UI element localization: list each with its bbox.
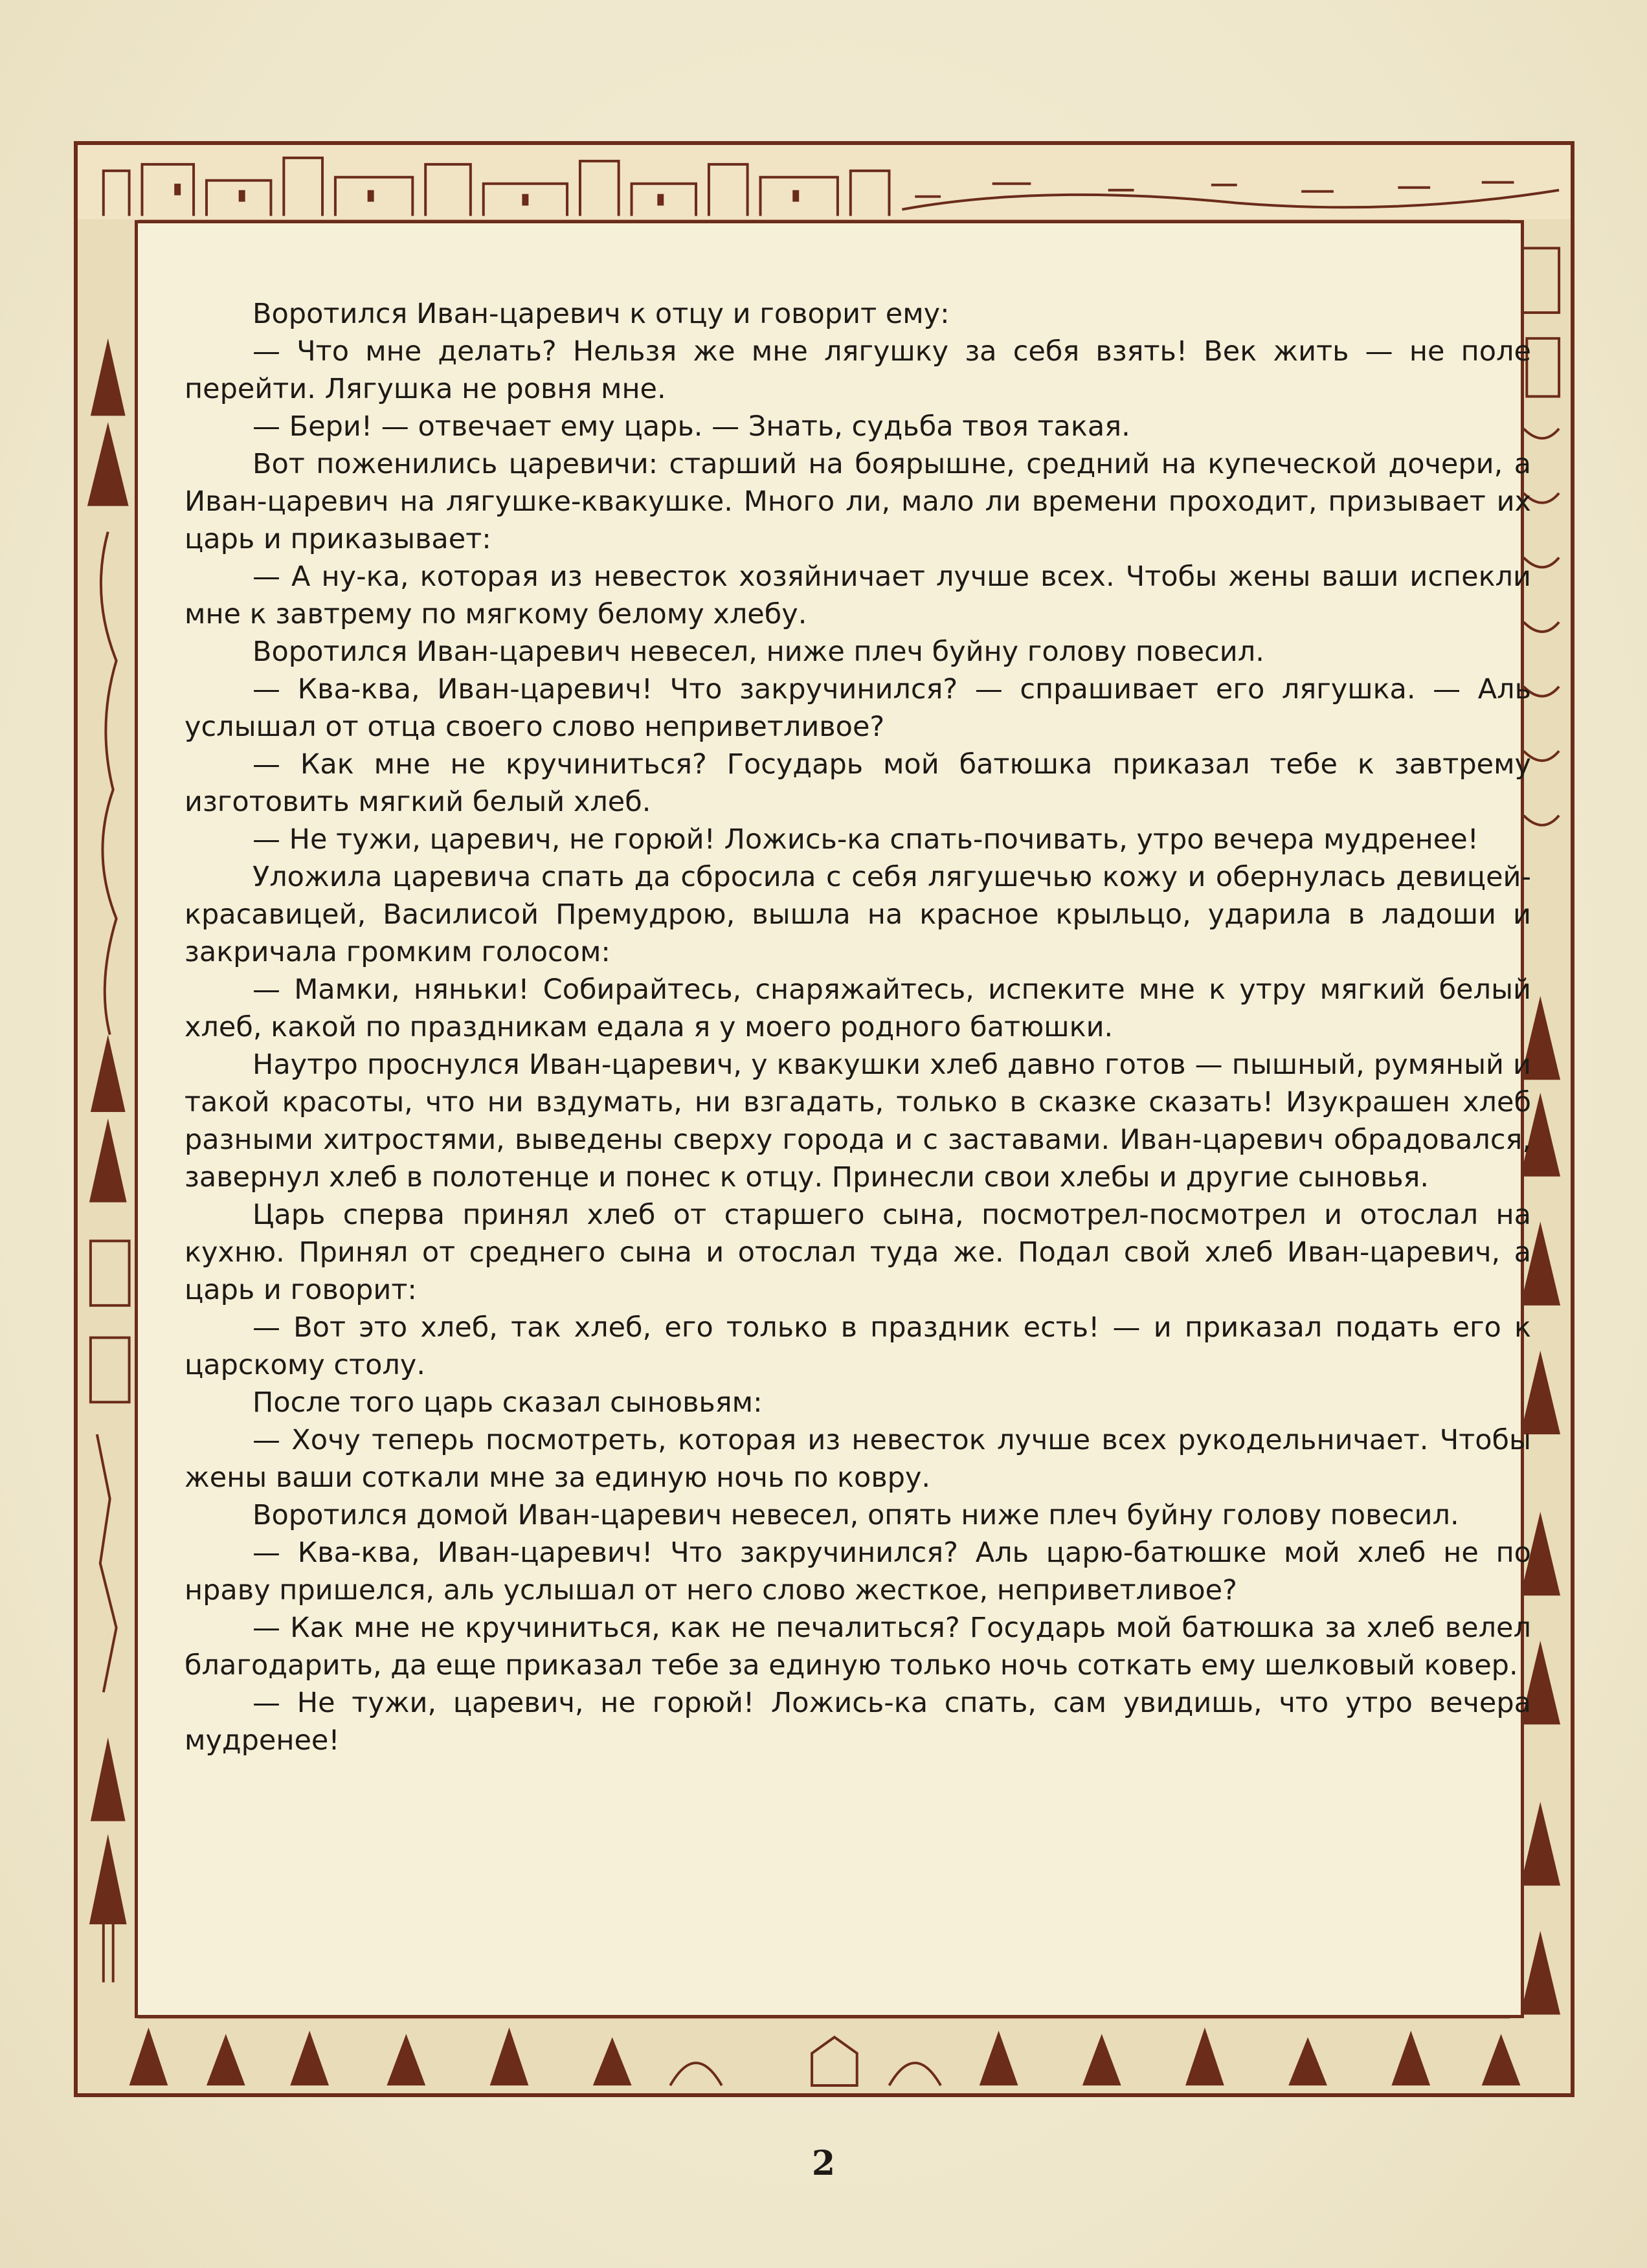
- paragraph: Воротился Иван-царевич невесел, ниже плеч буйну голову повесил.: [252, 636, 1264, 668]
- paragraph: — Что мне делать? Нельзя же мне лягушку за себя взять! Век жить — не поле перейти. Лягушка не ровня мне.: [185, 335, 1531, 405]
- paragraph: — Хочу теперь посмотреть, которая из невесток лучше всех рукодельничает. Чтобы жены ваши соткали мне за единую ночь по ковру.: [185, 1424, 1531, 1494]
- paragraph: — Мамки, няньки! Собирайтесь, снаряжайтесь, испеките мне к утру мягкий белый хлеб, какой по праздникам едала я у моего родного батюшки.: [185, 973, 1531, 1043]
- paragraph: После того царь сказал сыновьям:: [252, 1386, 763, 1419]
- paragraph: Уложила царевича спать да сбросила с себя лягушечью кожу и обернулась девицей-красавицей, Василисой Премудрою, вышла на красное крыльцо, ударила в ладоши и закричала громким голосом:: [185, 861, 1531, 968]
- paragraph: — Бери! — отвечает ему царь. — Знать, судьба твоя такая.: [252, 410, 1130, 443]
- paragraph: Царь сперва принял хлеб от старшего сына, посмотрел-посмотрел и отослал на кухню. Принял от среднего сына и отослал туда же. Подал свой хлеб Иван-царевич, а царь и говорит:: [185, 1199, 1531, 1306]
- paragraph: — Как мне не кручиниться? Государь мой батюшка приказал тебе к завтрему изготовить мягкий белый хлеб.: [185, 748, 1531, 818]
- paragraph: — Ква-ква, Иван-царевич! Что закручинился? Аль царю-батюшке мой хлеб не по нраву пришелся, аль услышал от него слово жесткое, неприветливое?: [185, 1537, 1531, 1606]
- page-number: 2: [811, 2144, 836, 2183]
- paragraph: — Ква-ква, Иван-царевич! Что закручинился? — спрашивает его лягушка. — Аль услышал от отца своего слово неприветливое?: [185, 673, 1531, 743]
- paragraph: — Как мне не кручиниться, как не печалиться? Государь мой батюшка за хлеб велел благодарить, да еще приказал тебе за единую только ночь соткать ему шелковый ковер.: [185, 1612, 1531, 1682]
- paragraph: Наутро проснулся Иван-царевич, у квакушки хлеб давно готов — пышный, румяный и такой красоты, что ни вздумать, ни взгадать, только в сказке сказать! Изукрашен хлеб разными хитростями, выведены сверху города и с заставами. Иван-царевич обрадовался, завернул хлеб в полотенце и понес к отцу. Принесли свои хлебы и другие сыновья.: [185, 1049, 1531, 1194]
- paragraph: — Не тужи, царевич, не горюй! Ложись-ка спать-почивать, утро вечера мудренее!: [252, 823, 1479, 856]
- paragraph: — Вот это хлеб, так хлеб, его только в праздник есть! — и приказал подать его к царскому столу.: [185, 1311, 1531, 1381]
- paragraph: — Не тужи, царевич, не горюй! Ложись-ка спать, сам увидишь, что утро вечера мудренее!: [185, 1687, 1531, 1757]
- paragraph: — А ну-ка, которая из невесток хозяйничает лучше всех. Чтобы жены ваши испекли мне к завтрему по мягкому белому хлебу.: [185, 561, 1531, 630]
- paragraph: Вот поженились царевичи: старший на боярышне, средний на купеческой дочери, а Иван-царевич на лягушке-квакушке. Много ли, мало ли времени проходит, призывает их царь и приказывает:: [185, 448, 1531, 555]
- paragraph: Воротился Иван-царевич к отцу и говорит ему:: [252, 298, 950, 330]
- story-text: [185, 295, 1531, 1759]
- paragraph: Воротился домой Иван-царевич невесел, опять ниже плеч буйну голову повесил.: [252, 1499, 1459, 1531]
